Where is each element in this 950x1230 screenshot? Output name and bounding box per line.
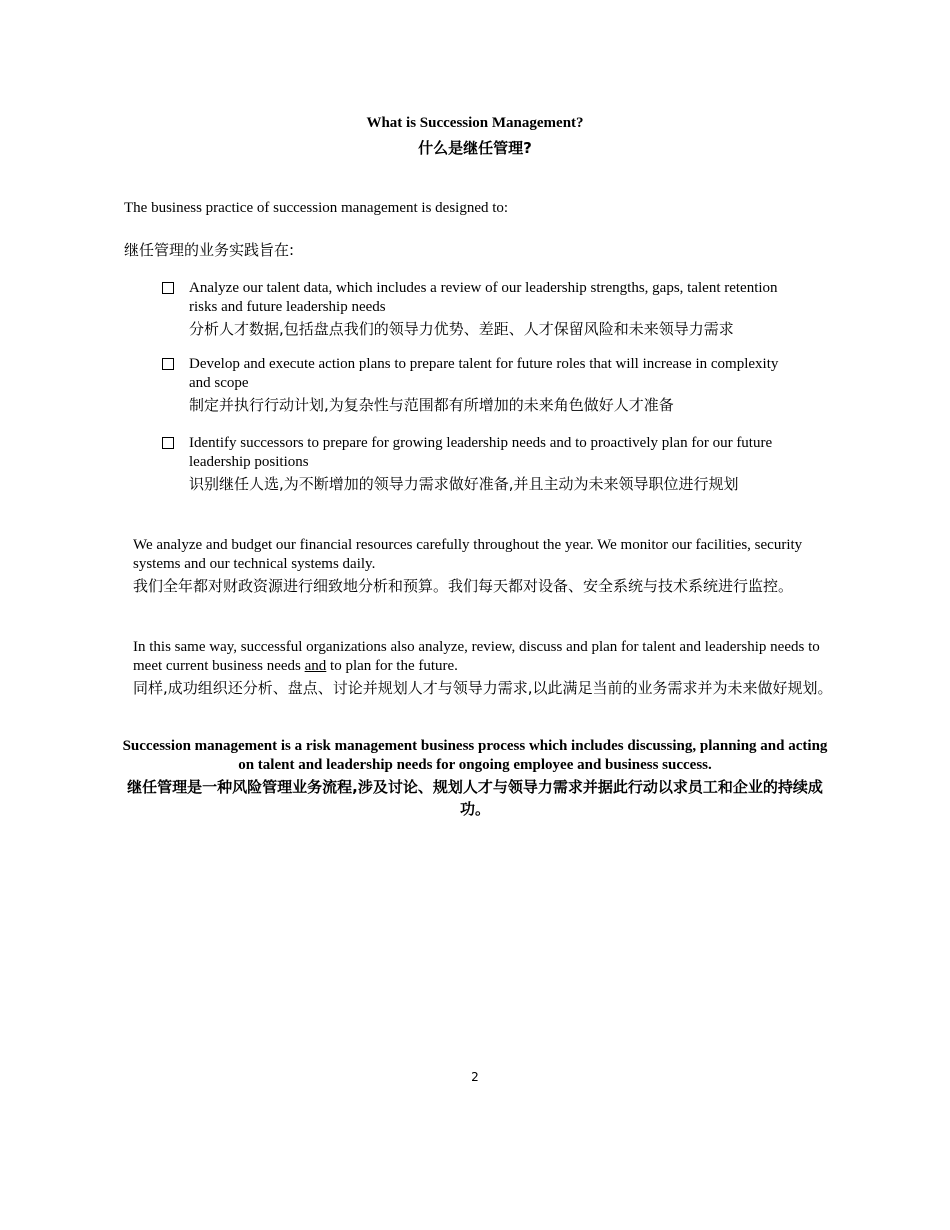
bullet-item-identify (162, 434, 802, 496)
bullet-text: Develop and execute action plans to prepare talent for future roles that will increase in complexity and scope (189, 356, 779, 391)
underlined-word: and (304, 657, 327, 674)
bullet-item-analyze (162, 279, 802, 341)
bullet-text-chinese: 分析人才数据,包括盘点我们的领导力优势、差距、人才保留风险和未来领导力需求 (189, 320, 734, 338)
page-number: 2 (471, 1070, 479, 1084)
closing-text: Succession management is a risk management business process which includes discussing, planning and acting on talent and leadership needs for ongoing employee and business success. (122, 738, 828, 773)
closing-statement (120, 737, 830, 820)
bullet-text: Identify successors to prepare for growing leadership needs and to proactively plan for our future leadership positions (189, 435, 773, 470)
bullet-text-chinese: 识别继任人选,为不断增加的领导力需求做好准备,并且主动为未来领导职位进行规划 (189, 475, 739, 493)
paragraph-financial (133, 536, 833, 598)
page-title: What is Succession Management? (366, 115, 584, 131)
paragraph-text (133, 638, 833, 675)
paragraph-text-chinese: 同样,成功组织还分析、盘点、讨论并规划人才与领导力需求,以此满足当前的业务需求并为未来做好规划。 (133, 679, 833, 697)
paragraph-text-part: In this same way, successful organizations also analyze, review, discuss and plan for talent and leadership needs to meet current business needs (133, 639, 820, 674)
paragraph-text-chinese: 我们全年都对财政资源进行细致地分析和预算。我们每天都对设备、安全系统与技术系统进行监控。 (133, 577, 794, 595)
paragraph-text: We analyze and budget our financial resources carefully throughout the year. We monitor our facilities, security systems and our technical systems daily. (133, 537, 803, 572)
checkbox-icon (162, 282, 174, 294)
closing-text-chinese: 继任管理是一种风险管理业务流程,涉及讨论、规划人才与领导力需求并据此行动以求员工和企业的持续成功。 (127, 778, 823, 818)
bullet-text-chinese: 制定并执行行动计划,为复杂性与范围都有所增加的未来角色做好人才准备 (189, 396, 674, 414)
paragraph-organizations (133, 638, 833, 700)
page-title-chinese: 什么是继任管理? (418, 139, 532, 157)
intro-text: The business practice of succession management is designed to: (124, 200, 509, 216)
checkbox-icon (162, 358, 174, 370)
intro-text-chinese: 继任管理的业务实践旨在: (124, 241, 295, 259)
checkbox-icon (162, 437, 174, 449)
bullet-text: Analyze our talent data, which includes a review of our leadership strengths, gaps, talent retention risks and future leadership needs (189, 280, 778, 315)
bullet-item-develop (162, 355, 802, 417)
paragraph-text-part: to plan for the future. (326, 657, 458, 674)
